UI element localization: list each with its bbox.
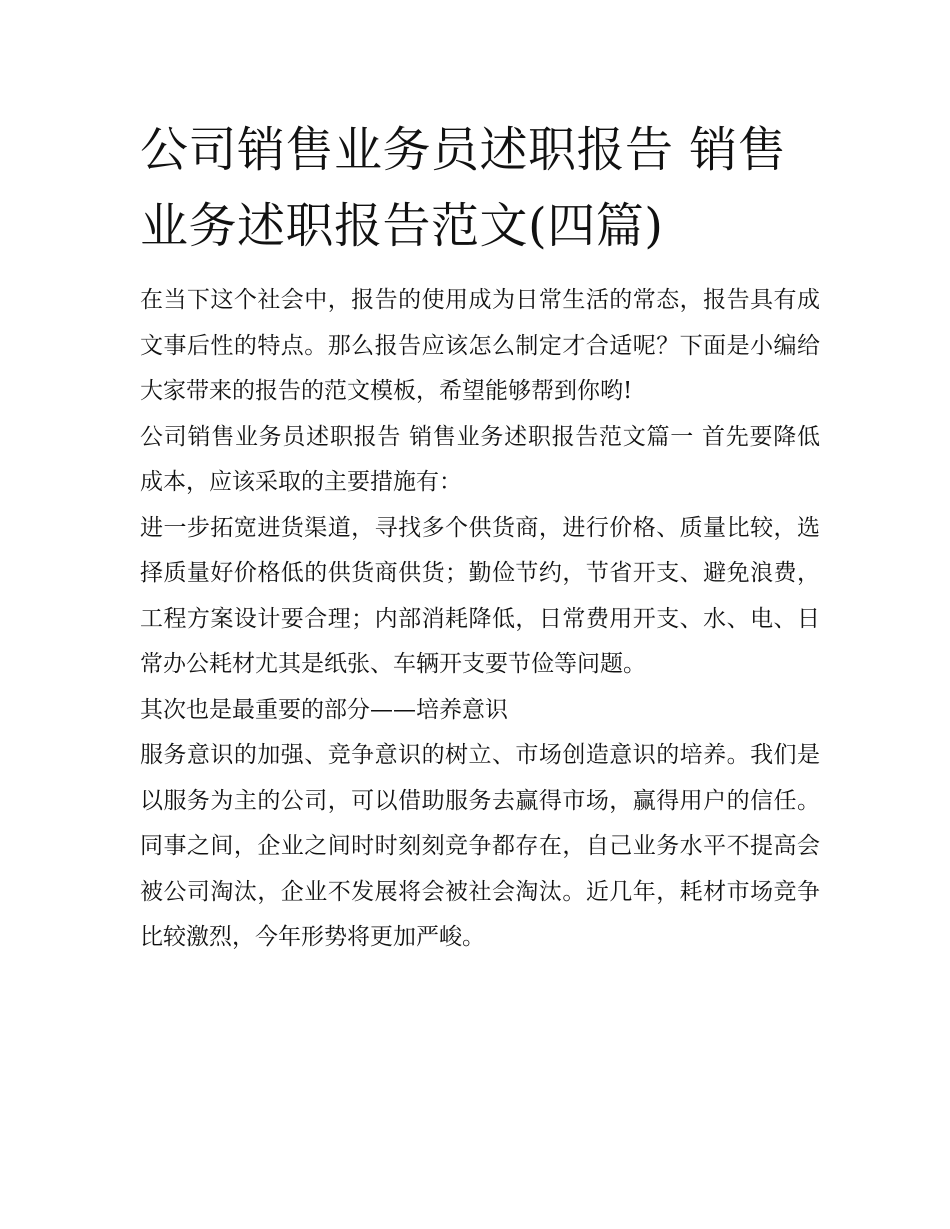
paragraph-awareness-detail: 服务意识的加强、竞争意识的树立、市场创造意识的培养。我们是以服务为主的公司，可以借助服务去赢得市场，赢得用户的信任。同事之间，企业之间时时刻刻竞争都存在，自己业务水平不提高会被公司淘汰，企业不发展将会被社会淘汰。近几年，耗材市场竞争比较激烈，今年形势将更加严峻。 (140, 742, 820, 950)
document-title: 公司销售业务员述职报告 销售业务述职报告范文(四篇) (140, 122, 787, 254)
paragraph-section-one-heading: 公司销售业务员述职报告 销售业务述职报告范文篇一 首先要降低成本，应该采取的主要措施有： (140, 423, 820, 495)
paragraph-cost-measures: 进一步拓宽进货渠道，寻找多个供货商，进行价格、质量比较，选择质量好价格低的供货商供货；勤俭节约，节省开支、避免浪费，工程方案设计要合理；内部消耗降低，日常费用开支、水、电、日常办公耗材尤其是纸张、车辆开支要节俭等问题。 (140, 514, 820, 677)
paragraph-awareness-heading: 其次也是最重要的部分——培养意识 (140, 696, 508, 723)
document-body (140, 278, 820, 961)
paragraph-intro: 在当下这个社会中，报告的使用成为日常生活的常态，报告具有成文事后性的特点。那么报告应该怎么制定才合适呢？下面是小编给大家带来的报告的范文模板，希望能够帮到你哟! (140, 287, 820, 404)
